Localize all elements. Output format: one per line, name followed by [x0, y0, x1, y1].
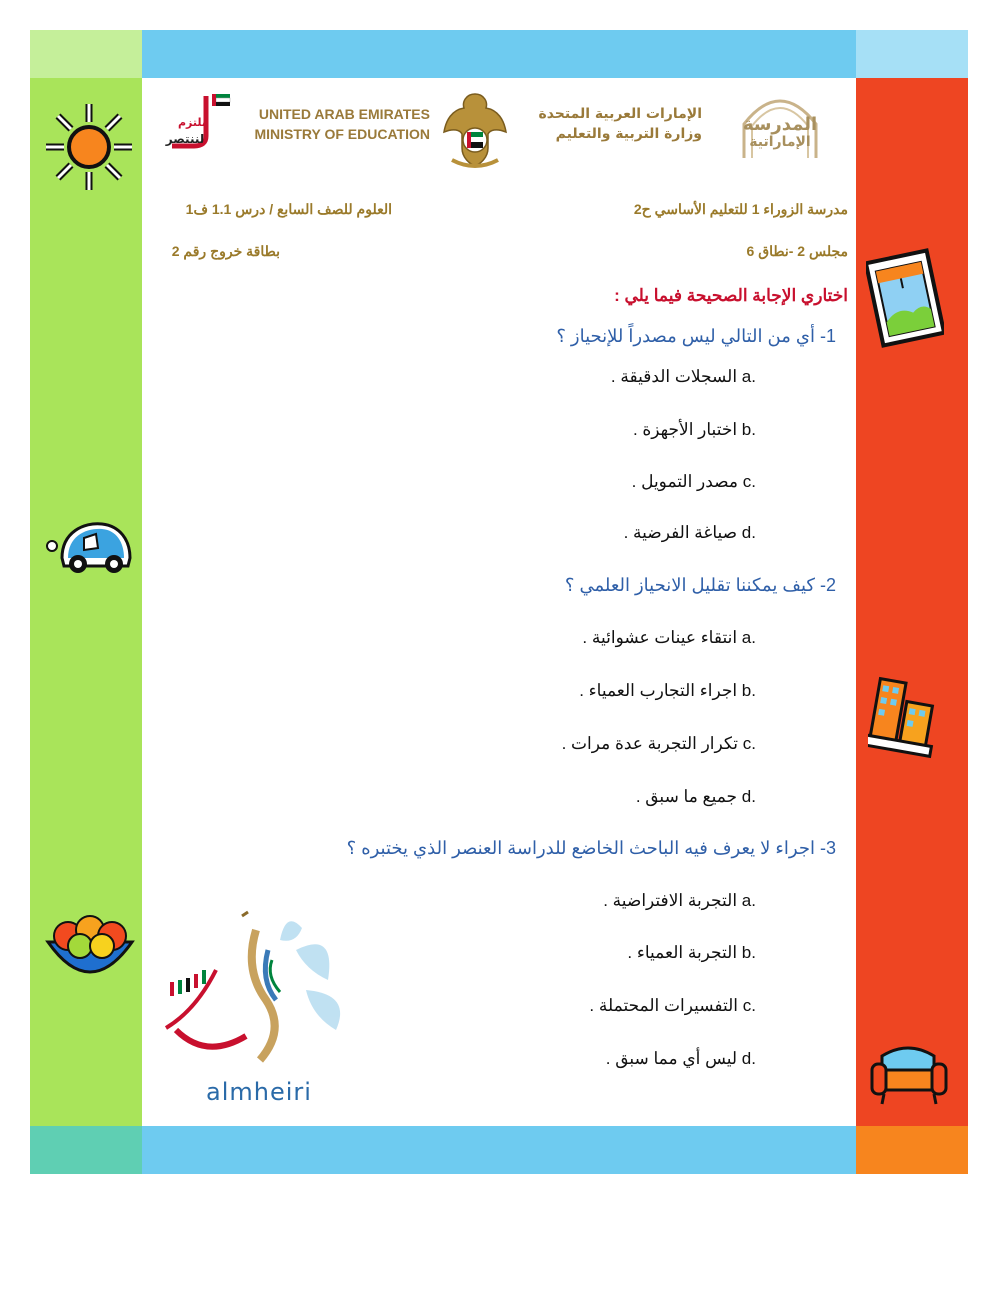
- top-band: [142, 30, 856, 78]
- fruit-bowl-icon: [42, 906, 138, 986]
- q2-option-a[interactable]: [470, 628, 756, 648]
- option-letter: .c: [742, 472, 756, 491]
- question-1-number: 1-: [819, 326, 836, 346]
- window-icon: [866, 248, 944, 348]
- option-letter: .a: [741, 628, 756, 647]
- ministry-arabic-line2: وزارة التربية والتعليم: [555, 126, 702, 142]
- option-letter: .d: [741, 523, 756, 542]
- question-3-text: اجراء لا يعرف فيه الباحث الخاضع للدراسة العنصر الذي يختبره ؟: [346, 838, 815, 858]
- question-3: [280, 838, 836, 859]
- option-text: اختبار الأجهزة .: [632, 420, 738, 439]
- uae-emblem-icon: [440, 88, 510, 172]
- bottom-left-band: [30, 1126, 142, 1174]
- option-text: ليس أي مما سبق .: [605, 1049, 738, 1068]
- option-letter: .d: [741, 1049, 756, 1068]
- top-right-band: [856, 30, 968, 78]
- option-letter: .c: [742, 734, 756, 753]
- ministry-english-line1: UNITED ARAB EMIRATES: [258, 106, 430, 122]
- ministry-arabic: [512, 104, 702, 144]
- option-text: صياغة الفرضية .: [623, 523, 738, 542]
- q1-option-a[interactable]: [470, 367, 756, 387]
- exit-card-number: بطاقة خروج رقم 2: [171, 243, 280, 259]
- q1-option-c[interactable]: [470, 472, 756, 492]
- school-logo-line1: المدرسة: [742, 114, 818, 135]
- q3-option-b[interactable]: [470, 943, 756, 963]
- question-1-text: أي من التالي ليس مصدراً للإنحياز ؟: [556, 326, 815, 346]
- ministry-english: [232, 104, 430, 144]
- building-icon: [868, 676, 948, 760]
- q3-option-a[interactable]: [470, 891, 756, 911]
- school-name: مدرسة الزوراء 1 للتعليم الأساسي ح2: [633, 201, 848, 217]
- bottom-band: [142, 1126, 856, 1174]
- option-text: التجربة العمياء .: [627, 943, 738, 962]
- q3-option-d[interactable]: [470, 1049, 756, 1069]
- option-text: جميع ما سبق .: [635, 787, 738, 806]
- instruction-heading: اختاري الإجابة الصحيحة فيما يلي :: [614, 286, 848, 305]
- q2-option-b[interactable]: [470, 681, 756, 701]
- option-text: السجلات الدقيقة .: [610, 367, 738, 386]
- ministry-english-line2: MINISTRY OF EDUCATION: [254, 126, 430, 142]
- option-letter: .c: [742, 996, 756, 1015]
- question-1: [480, 326, 836, 347]
- option-letter: .d: [741, 787, 756, 806]
- option-text: تكرار التجربة عدة مرات .: [561, 734, 739, 753]
- option-text: التجربة الافتراضية .: [603, 891, 738, 910]
- ministry-arabic-line1: الإمارات العربية المتحدة: [538, 106, 702, 122]
- bottom-right-band: [856, 1126, 968, 1174]
- question-2-number: 2-: [819, 575, 836, 595]
- option-letter: .b: [741, 943, 756, 962]
- q2-option-c[interactable]: [470, 734, 756, 754]
- option-letter: .b: [741, 420, 756, 439]
- option-text: مصدر التمويل .: [631, 472, 739, 491]
- question-2: [480, 575, 836, 596]
- commit-logo-line1: نلتزم: [177, 116, 206, 129]
- option-letter: .a: [741, 891, 756, 910]
- sun-icon: [42, 100, 136, 194]
- q2-option-d[interactable]: [470, 787, 756, 807]
- council-line: مجلس 2 -نطاق 6: [746, 243, 848, 259]
- q1-option-d[interactable]: [470, 523, 756, 543]
- option-text: اجراء التجارب العمياء .: [579, 681, 738, 700]
- commit-logo: [158, 88, 238, 160]
- option-text: التفسيرات المحتملة .: [589, 996, 739, 1015]
- q1-option-b[interactable]: [470, 420, 756, 440]
- option-letter: .b: [741, 681, 756, 700]
- school-logo-line2: الإماراتية: [749, 134, 811, 150]
- emirati-school-logo: [734, 84, 826, 162]
- question-2-text: كيف يمكننا تقليل الانحياز العلمي ؟: [564, 575, 815, 595]
- top-left-band: [30, 30, 142, 78]
- option-letter: .a: [741, 367, 756, 386]
- question-3-number: 3-: [819, 838, 836, 858]
- right-column: [856, 78, 968, 1126]
- almheiri-calligraphy-logo: [156, 910, 356, 1080]
- car-icon: [44, 518, 134, 580]
- subject-line: العلوم للصف السابع / درس 1.1 ف1: [185, 201, 392, 217]
- q3-option-c[interactable]: [470, 996, 756, 1016]
- armchair-icon: [868, 1036, 950, 1110]
- almheiri-wordmark: almheiri: [206, 1078, 312, 1106]
- commit-logo-line2: لننتصر: [165, 132, 205, 146]
- option-text: انتقاء عينات عشوائية .: [582, 628, 738, 647]
